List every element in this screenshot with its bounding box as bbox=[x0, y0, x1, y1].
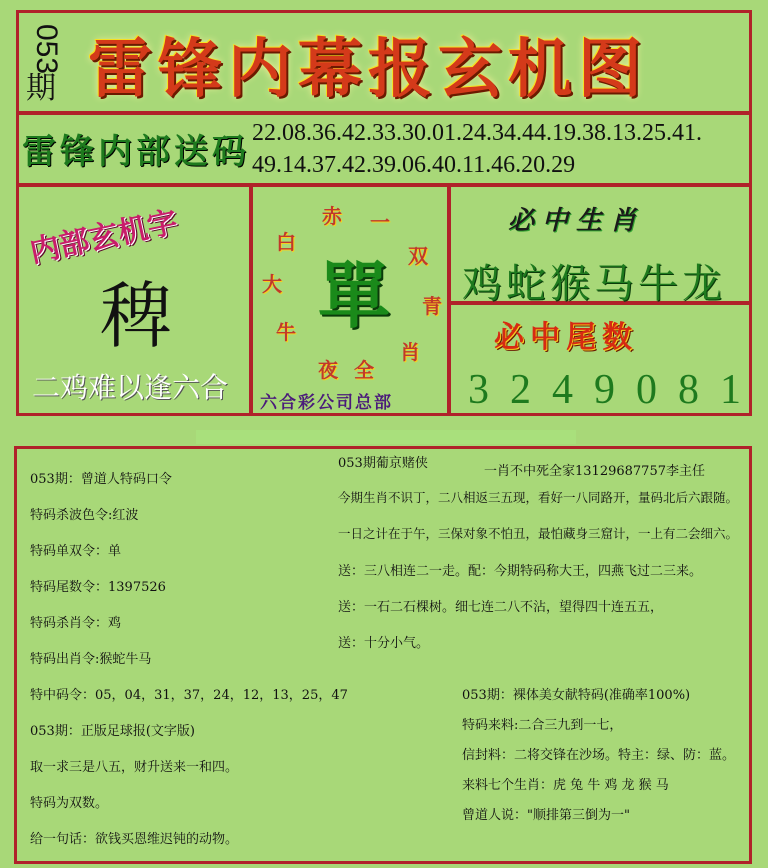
issue-suffix: 期 bbox=[26, 72, 56, 105]
zodiac-title: 必中生肖 bbox=[508, 206, 645, 236]
ring-char: 双 bbox=[408, 244, 428, 268]
list-item: 特码来料:二合三九到一七， bbox=[462, 718, 623, 733]
issue-label bbox=[26, 10, 66, 104]
list-item: 送：三八相连二一走。配：今期特码称大王，四燕飞过二三来。 bbox=[338, 564, 703, 579]
ring-char: 肖 bbox=[400, 340, 420, 364]
list-item: 053期：正版足球报(文字版) bbox=[30, 724, 195, 739]
ring-char: 一 bbox=[370, 210, 390, 234]
center-main-char: 單 bbox=[318, 253, 391, 338]
list-item: 信封料：二将交锋在沙场。特主：绿、防：蓝。 bbox=[462, 748, 736, 763]
list-item: 053期：曾道人特码口令 bbox=[30, 472, 172, 487]
list-item: 053期：裸体美女献特码(准确率100%) bbox=[462, 688, 691, 703]
ring-char: 赤 bbox=[322, 204, 342, 228]
internal-numbers-line2: 49.14.37.42.39.06.40.11.46.20.29 bbox=[252, 152, 576, 178]
ring-char: 夜 bbox=[318, 358, 338, 382]
ring-char: 白 bbox=[276, 230, 296, 254]
list-item: 送：一石二石棵树。细七连二八不沾，望得四十连五五， bbox=[338, 600, 664, 615]
hotline: 一肖不中死全家13129687757李主任 bbox=[484, 464, 705, 479]
ring-char: 全 bbox=[354, 358, 374, 382]
zodiac-list: 鸡蛇猴马牛龙 bbox=[462, 261, 726, 307]
xuanji-character: 稗 bbox=[100, 274, 173, 358]
right-heading: 053期葡京赌侠 bbox=[338, 456, 428, 471]
list-item: 一日之计在于午，三保对象不怕丑，最怕藏身三窟计，一上有二会细六。 bbox=[338, 526, 739, 541]
tail-title: 必中尾数 bbox=[494, 320, 638, 355]
divider-banner bbox=[196, 430, 576, 444]
list-item: 给一句话：欲钱买恩维迟钝的动物。 bbox=[30, 832, 239, 847]
tail-digits: 3249081 bbox=[468, 367, 762, 413]
list-item: 送：十分小气。 bbox=[338, 636, 430, 651]
list-item: 特中码令：05，04，31，37，24，12，13，25，47 bbox=[30, 688, 348, 703]
internal-numbers-line1: 22.08.36.42.33.30.01.24.34.44.19.38.13.25.41. bbox=[252, 120, 702, 146]
list-item: 特码单双令：单 bbox=[30, 544, 122, 559]
ring-char: 青 bbox=[422, 294, 442, 318]
list-item: 来料七个生肖：虎 兔 牛 鸡 龙 猴 马 bbox=[462, 778, 669, 793]
list-item: 特码尾数令：1397526 bbox=[30, 580, 166, 595]
internal-label: 雷锋内部送码 bbox=[22, 132, 250, 172]
page-title: 雷锋内幕报玄机图 bbox=[88, 32, 648, 107]
list-item: 特码杀肖令：鸡 bbox=[30, 616, 122, 631]
ring-char: 牛 bbox=[276, 320, 296, 344]
list-item: 特码出肖令:猴蛇牛马 bbox=[30, 652, 152, 667]
list-item: 特码为双数。 bbox=[30, 796, 109, 811]
company-label: 六合彩公司总部 bbox=[260, 393, 393, 413]
xuanji-motto: 二鸡难以逢六合 bbox=[32, 371, 229, 404]
list-item: 今期生肖不识丁，二八相返三五现，看好一八同路开，量码北后六跟随。 bbox=[338, 490, 739, 505]
list-item: 曾道人说："顺排第三倒为一" bbox=[462, 808, 630, 823]
list-item: 取一求三是八五，财升送来一和四。 bbox=[30, 760, 239, 775]
xuanji-title: 内部玄机字 bbox=[26, 204, 181, 271]
issue-number: 053 bbox=[30, 24, 63, 75]
list-item: 特码杀波色令:红波 bbox=[30, 508, 139, 523]
ring-char: 大 bbox=[262, 272, 282, 296]
